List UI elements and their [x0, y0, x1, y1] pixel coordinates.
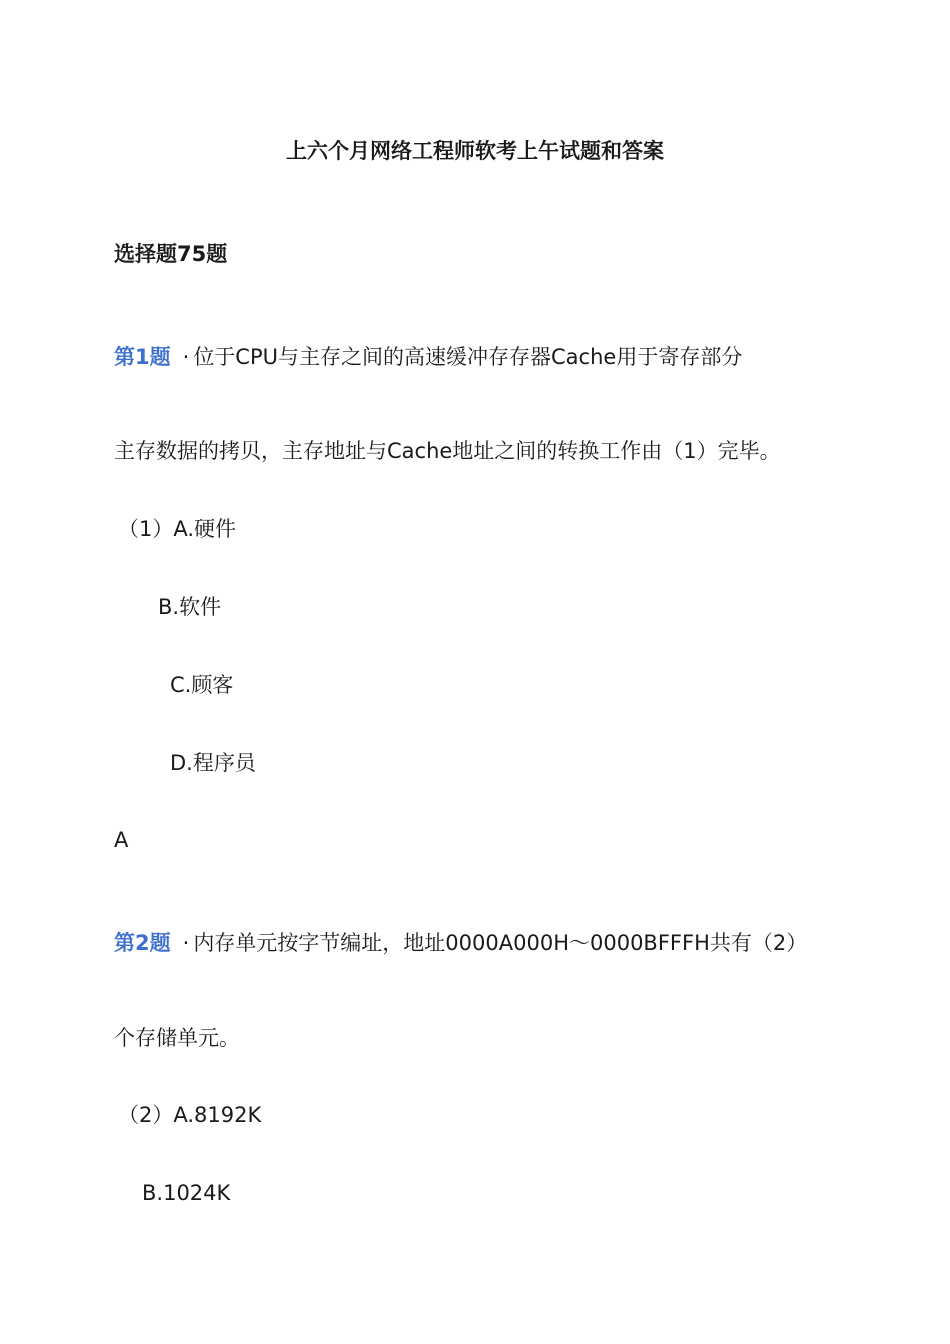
question-2-stem-line2: 个存储单元。 — [114, 1026, 240, 1050]
question-2-option-a: （2）A.8192K — [118, 1103, 262, 1127]
question-1-option-c: C.顾客 — [170, 673, 234, 697]
question-1-stem-line2: 主存数据的拷贝，主存地址与Cache地址之间的转换工作由（1）完毕。 — [114, 439, 781, 463]
question-1-answer: A — [114, 828, 129, 852]
question-1-option-a: （1）A.硬件 — [118, 517, 237, 541]
question-2-option-b: B.1024K — [142, 1181, 231, 1205]
question-2-stem-line1: 内存单元按字节编址，地址0000A000H～0000BFFFH共有（2） — [193, 931, 808, 955]
section-heading: 选择题75题 — [114, 242, 228, 266]
document-title: 上六个月网络工程师软考上午试题和答案 — [286, 139, 664, 163]
question-1-option-b: B.软件 — [158, 595, 222, 619]
question-1-line1 — [114, 343, 742, 371]
bullet-separator: · — [182, 931, 190, 955]
question-1-label: 第1题 — [114, 345, 171, 369]
question-1-option-d: D.程序员 — [170, 751, 256, 775]
question-1-stem-line1: 位于CPU与主存之间的高速缓冲存存器Cache用于寄存部分 — [193, 345, 743, 369]
question-2-line1 — [114, 929, 807, 957]
question-2-label: 第2题 — [114, 931, 171, 955]
bullet-separator: · — [182, 345, 190, 369]
